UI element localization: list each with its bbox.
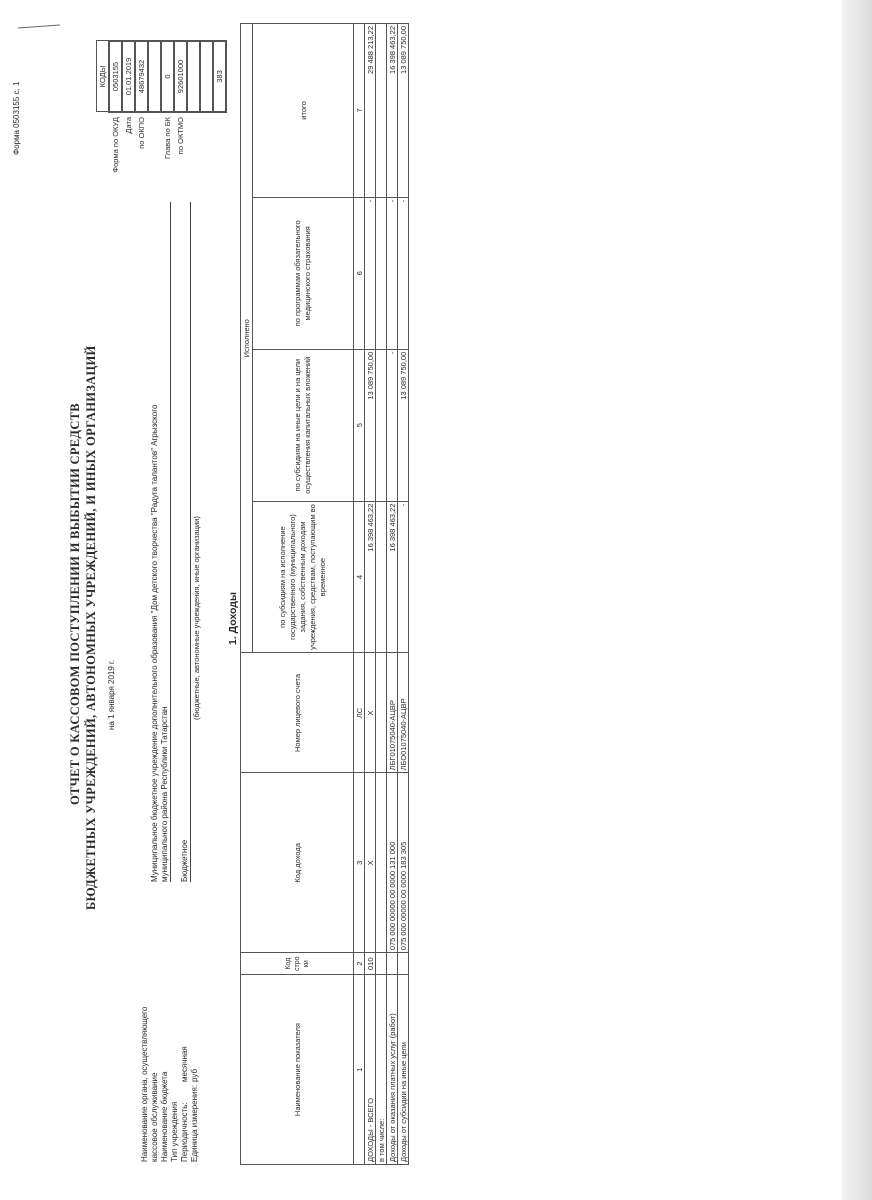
budget-name-label: Наименование бюджета — [160, 1071, 169, 1162]
row-name: в том числе: — [376, 975, 387, 1165]
budget-name-value-cont: муниципального района Республики Татарстан — [160, 706, 169, 882]
col-number: 5 — [354, 349, 365, 501]
row-code — [376, 773, 387, 953]
row-c6 — [376, 197, 387, 349]
row-account: ЛБГ01075040-АЦВР — [387, 653, 398, 773]
codes-value: 48679432 — [135, 41, 148, 112]
report-date: на 1 января 2019 г. — [107, 659, 116, 730]
row-name: Доходы от оказания платных услуг (работ) — [387, 975, 398, 1165]
col-number: 7 — [354, 24, 365, 198]
row-c5: - — [387, 349, 398, 501]
col-number: 3 — [354, 773, 365, 953]
codes-table — [96, 40, 227, 190]
col-number: ЛС — [354, 653, 365, 773]
row-c7: 29 488 213,22 — [365, 24, 376, 198]
row-line — [376, 953, 387, 975]
row-c4: 16 398 463,22 — [365, 501, 376, 653]
row-c5 — [376, 349, 387, 501]
row-line: 010 — [365, 953, 376, 975]
codes-label — [213, 112, 226, 190]
header-subs-state: по субсидиям на исполнение государственного (муниципального) задания, собственным доходам учреждения, средствам, поступающим во временное — [253, 501, 354, 653]
codes-value: 0 — [161, 41, 174, 112]
header-account: Номер лицевого счета — [241, 653, 354, 773]
col-number: 2 — [354, 953, 365, 975]
row-line — [398, 953, 409, 975]
row-c7: 13 089 750,00 — [398, 24, 409, 198]
col-number: 1 — [354, 975, 365, 1165]
row-code: X — [365, 773, 376, 953]
row-account — [376, 653, 387, 773]
row-c4: 16 398 463,22 — [387, 501, 398, 653]
budget-name-value: Муниципальное бюджетное учреждение дополнительного образования "Дом детского творчества "Радуга талантов" Агрызского — [150, 404, 159, 882]
periodicity-value: месячная — [180, 1046, 189, 1082]
row-c5: 13 089 750,00 — [365, 349, 376, 501]
col-number: 6 — [354, 197, 365, 349]
header-total: итого — [253, 24, 354, 198]
row-c6: - — [365, 197, 376, 349]
table-row — [365, 24, 376, 1165]
row-code: 075 000 00000 00 0000 183 305 — [398, 773, 409, 953]
unit-value: руб — [190, 1068, 199, 1082]
underline — [190, 202, 191, 882]
col-number: 4 — [354, 501, 365, 653]
row-c4 — [376, 501, 387, 653]
row-code: 075 000 00000 00 0000 131 000 — [387, 773, 398, 953]
codes-value: 01.01.2019 — [122, 41, 135, 112]
codes-label — [200, 112, 213, 190]
report-title-line1: ОТЧЕТ О КАССОВОМ ПОСТУПЛЕНИИ И ВЫБЫТИИ СРЕДСТВ — [68, 403, 82, 805]
row-c6: - — [387, 197, 398, 349]
codes-value: 92601000 — [174, 41, 187, 112]
periodicity-label: Периодичность: — [180, 1102, 189, 1162]
section-title: 1. Доходы — [227, 592, 239, 645]
row-account: ЛБО01075040-АЦВР — [398, 653, 409, 773]
unit-label: Единица измерения: — [190, 1084, 199, 1162]
table-row — [376, 24, 387, 1165]
report-title-line2: БЮДЖЕТНЫХ УЧРЕЖДЕНИЙ, АВТОНОМНЫХ УЧРЕЖДЕНИЙ, И ИНЫХ ОРГАНИЗАЦИЙ — [84, 345, 98, 910]
codes-value — [187, 41, 200, 112]
income-table — [240, 23, 409, 1165]
codes-value — [148, 41, 161, 112]
row-account: X — [365, 653, 376, 773]
inst-type-label: Тип учреждения — [170, 1101, 179, 1162]
header-name: Наименование показателя — [241, 975, 354, 1165]
header-income-code: Код дохода — [241, 773, 354, 953]
inst-type-hint: (бюджетные, автономные учреждения, иные организации) — [192, 516, 201, 720]
row-c6: - — [398, 197, 409, 349]
header-line-code: Код стро ки — [241, 953, 354, 975]
row-c5: 13 089 750,00 — [398, 349, 409, 501]
codes-header: КОДЫ — [97, 41, 110, 112]
codes-label: по ОКТМО — [176, 117, 185, 155]
row-line — [387, 953, 398, 975]
codes-value: 383 — [213, 41, 226, 112]
codes-label — [187, 112, 200, 190]
org-label-cont: кассовое обслуживание — [150, 1072, 159, 1162]
codes-label — [148, 112, 161, 190]
row-c7 — [376, 24, 387, 198]
codes-label: Форма по ОКУД — [111, 117, 120, 173]
inst-type-value: Бюджетное — [180, 839, 189, 882]
row-c7: 16 398 463,22 — [387, 24, 398, 198]
row-name: Доходы от субсидии на иные цели — [398, 975, 409, 1165]
codes-label: по ОКПО — [137, 117, 146, 149]
form-label: Форма 0503155 с. 1 — [12, 81, 21, 155]
codes-label: Дата — [124, 117, 133, 134]
table-row — [387, 24, 398, 1165]
row-c4: - — [398, 501, 409, 653]
org-label: Наименование органа, осуществляющего — [140, 1006, 149, 1162]
header-subs-other: по субсидиям на иные цели и на цели осуществления капитальных вложений — [253, 349, 354, 501]
header-executed: Исполнено — [241, 24, 253, 654]
codes-label: Глава по БК — [163, 117, 172, 159]
codes-value — [200, 41, 213, 112]
header-oms: по программам обязательного медицинского страхования — [253, 197, 354, 349]
row-name: ДОХОДЫ - ВСЕГО — [365, 975, 376, 1165]
codes-value: 0503155 — [109, 41, 122, 112]
table-row — [398, 24, 409, 1165]
underline — [170, 202, 171, 882]
